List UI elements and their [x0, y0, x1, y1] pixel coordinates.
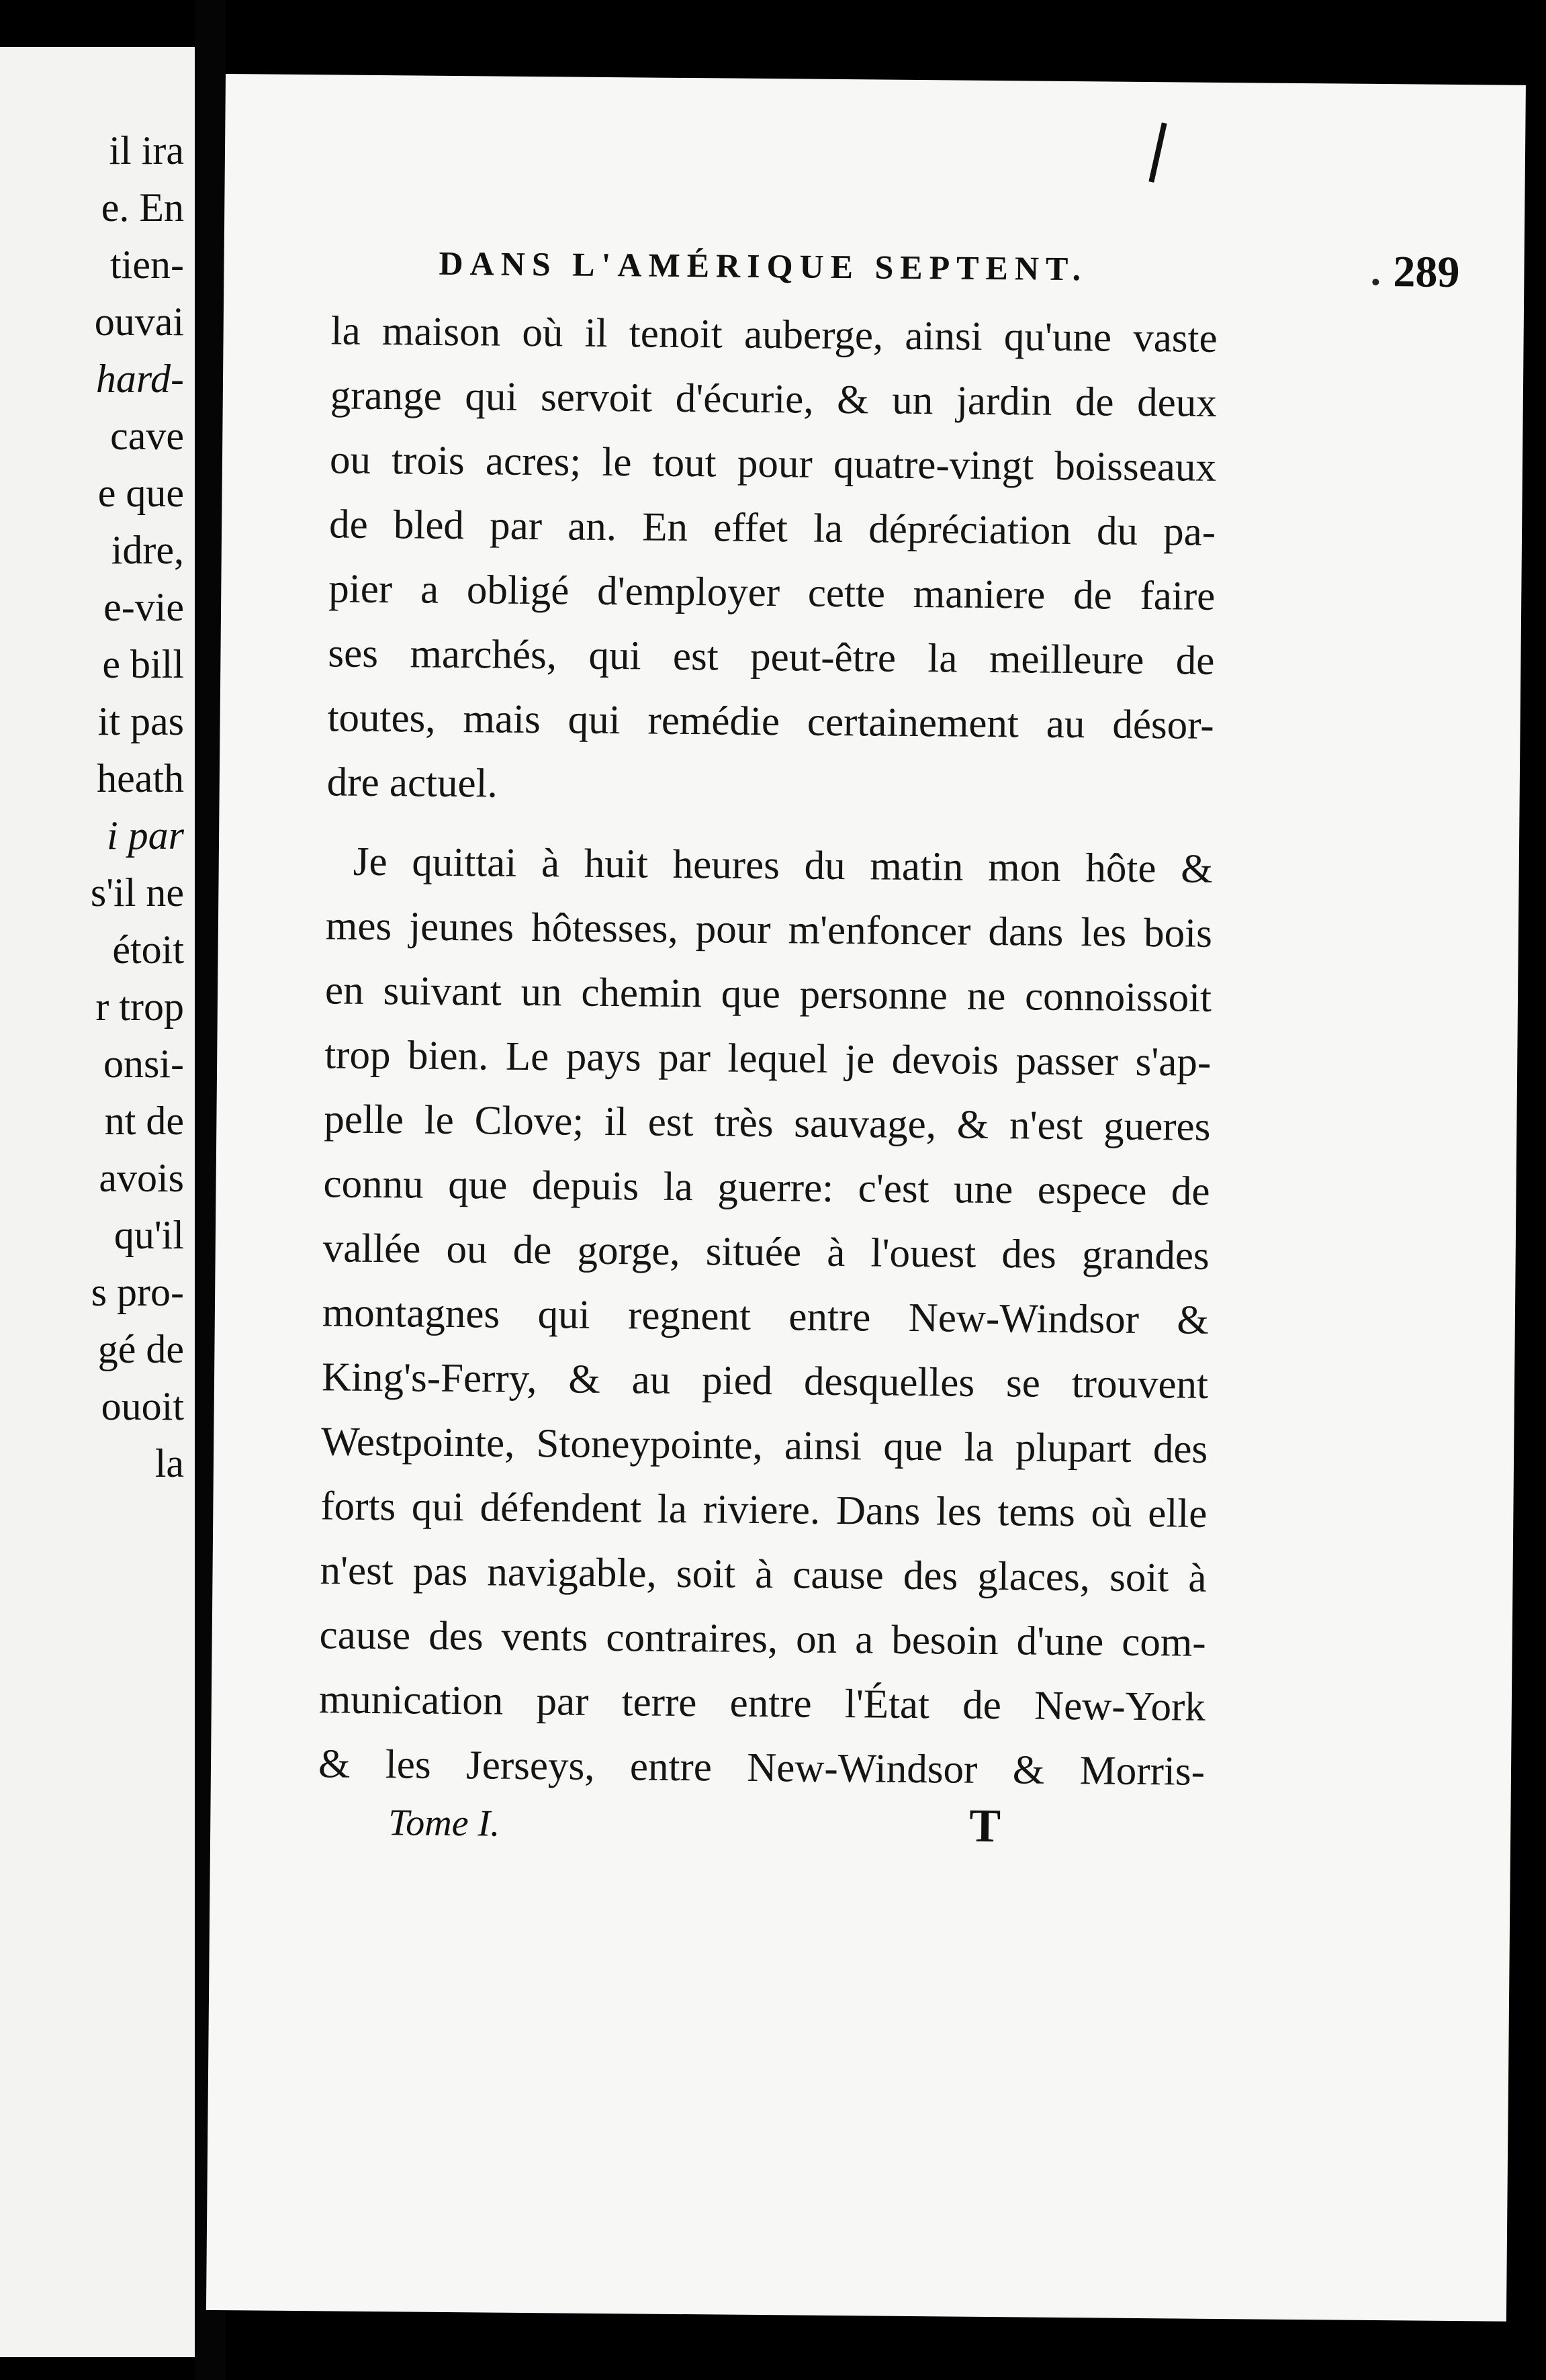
left-page-line: avois: [99, 1156, 184, 1200]
text-line: trop bien. Le pays par lequel je devois passer s'ap-: [324, 1032, 1212, 1085]
text-line: connu que depuis la guerre: c'est une espece de: [323, 1161, 1210, 1214]
left-page-line: il ira: [109, 128, 184, 173]
text-line: ses marchés, qui est peut-être la meilleure de: [328, 631, 1215, 684]
running-head: [439, 244, 1460, 306]
left-page-line: s'il ne: [90, 870, 184, 915]
left-page-line: e. En: [101, 185, 184, 230]
text-line: en suivant un chemin que personne ne connoissoit: [324, 968, 1212, 1021]
text-line: pelle le Clove; il est très sauvage, & n'est gueres: [324, 1097, 1211, 1150]
left-page-line: it pas: [97, 699, 184, 743]
book-page: [206, 74, 1526, 2322]
left-page-line: i par: [106, 813, 184, 858]
running-head-title: DANS L'AMÉRIQUE SEPTENT.: [439, 244, 1088, 288]
text-line: pier a obligé d'employer cette maniere de faire: [328, 566, 1216, 619]
text-line: toutes, mais qui remédie certainement au désor-: [327, 695, 1214, 748]
body-text: [317, 303, 1218, 1915]
left-page-line: gé de: [97, 1327, 184, 1371]
left-page-line: onsi-: [103, 1042, 184, 1086]
text-line: grange qui servoit d'écurie, & un jardin de deux: [330, 373, 1218, 426]
text-line: munication par terre entre l'État de New-York: [318, 1677, 1206, 1730]
text-line: forts qui défendent la riviere. Dans les tems où elle: [320, 1483, 1208, 1537]
text-line: & les Jerseys, entre New-Windsor & Morris-: [318, 1741, 1206, 1794]
left-page-line: s pro-: [91, 1270, 184, 1314]
left-page-line: nt de: [104, 1099, 184, 1143]
left-page-line: la: [154, 1441, 184, 1485]
left-page-line: e-vie: [103, 585, 184, 629]
left-page-line: e bill: [102, 642, 184, 686]
text-line: ou trois acres; le tout pour quatre-vingt boisseaux: [329, 437, 1217, 490]
left-page-line: cave: [110, 414, 184, 458]
signature-mark: T: [968, 1800, 1001, 1853]
text-line: n'est pas navigable, soit à cause des glaces, soit à: [320, 1548, 1207, 1601]
text-line: cause des vents contraires, on a besoin d'une com-: [319, 1612, 1206, 1665]
left-page-line: étoit: [112, 927, 184, 972]
left-page-line: ouoit: [101, 1384, 184, 1428]
ink-mark: [1148, 122, 1167, 183]
text-line: mes jeunes hôtesses, pour m'enfoncer dans les bois: [325, 903, 1213, 956]
text-line: la maison où il tenoit auberge, ainsi qu'une vaste: [330, 308, 1218, 361]
left-page-line: r trop: [95, 985, 184, 1029]
left-page-line: hard-: [95, 357, 184, 401]
text-line: Westpointe, Stoneypointe, ainsi que la plupart des: [320, 1419, 1208, 1472]
text-line: King's-Ferry, & au pied desquelles se trouvent: [321, 1355, 1209, 1408]
left-page-line: heath: [97, 756, 184, 800]
left-page-line: ouvai: [94, 300, 184, 344]
left-page-line: e que: [97, 471, 184, 515]
left-facing-page: [0, 47, 195, 2357]
page-number: 289: [1393, 247, 1460, 298]
left-page-line: tien-: [110, 242, 184, 287]
text-line: vallée ou de gorge, située à l'ouest des grandes: [322, 1226, 1210, 1279]
left-page-line: qu'il: [113, 1213, 184, 1257]
text-line: de bled par an. En effet la dépréciation du pa-: [328, 502, 1216, 555]
text-line: montagnes qui regnent entre New-Windsor &: [322, 1290, 1210, 1343]
text-line: Je quittai à huit heures du matin mon hôte &: [353, 839, 1214, 892]
volume-signature: Tome I.: [388, 1802, 500, 1845]
left-page-line: idre,: [111, 528, 184, 572]
text-line: dre actuel.: [326, 760, 498, 807]
